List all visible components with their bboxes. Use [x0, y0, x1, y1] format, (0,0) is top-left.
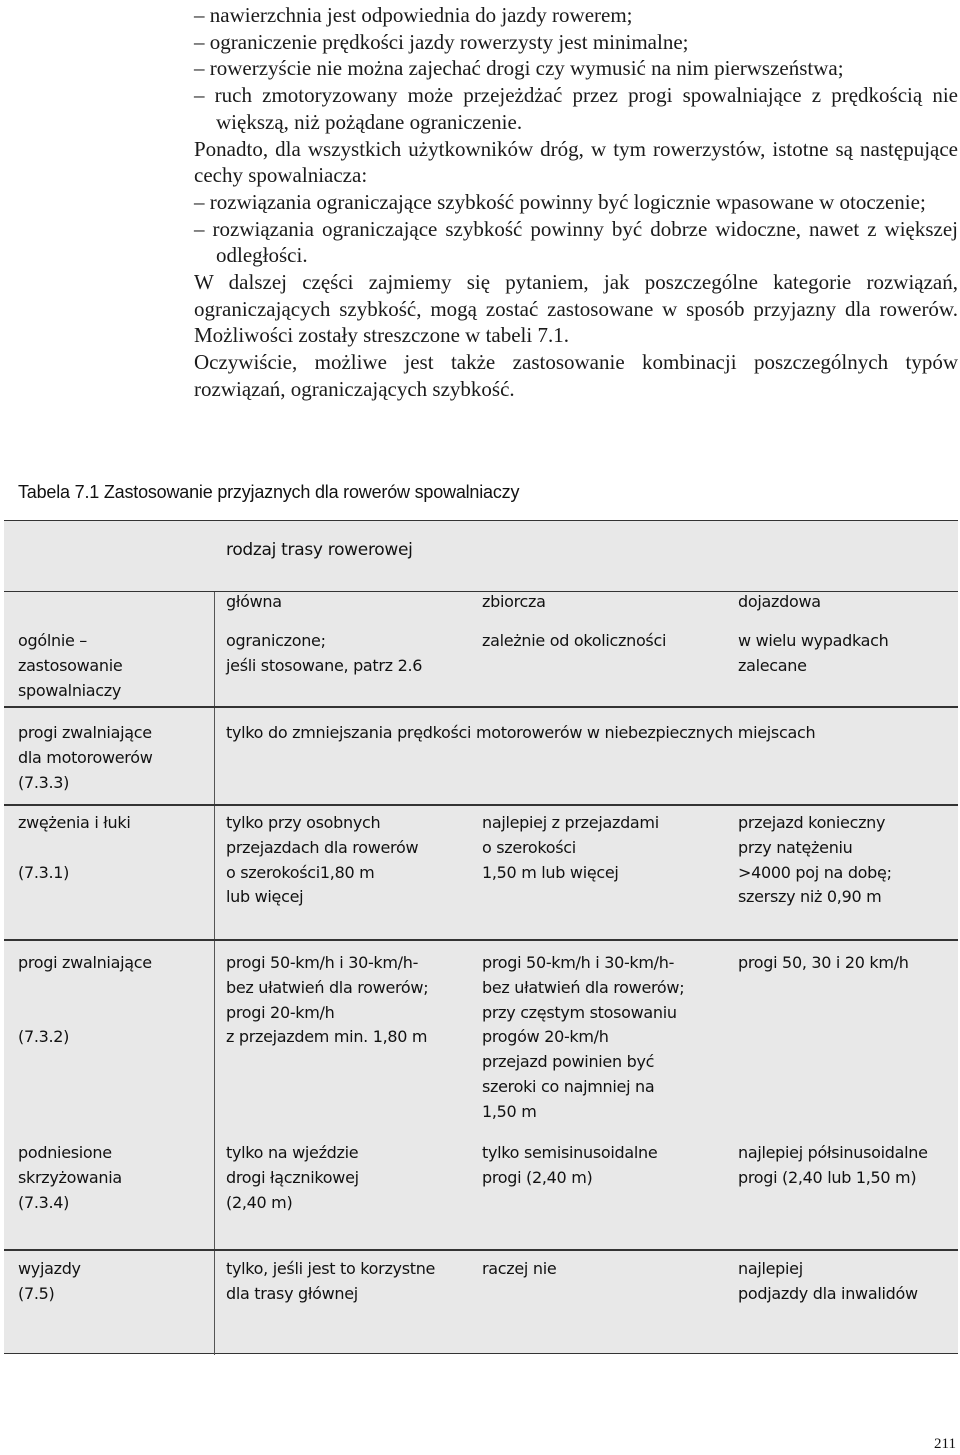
table-cell: w wielu wypadkach zalecane: [738, 631, 889, 675]
paragraph: W dalszej części zajmiemy się pytaniem, jak poszczególne kategorie rozwiązań, ograniczających szybkość, mogą zostać zastosowane w sposób przyjazny dla rowerów. Możliwości zostały streszczone w tabeli 7.1.: [194, 270, 958, 348]
list-item: – nawierzchnia jest odpowiednia do jazdy rowerem;: [194, 2, 958, 29]
table-cell: progi 50-km/h i 30-km/h- bez ułatwień dla rowerów; progi 20-km/h z przejazdem min. 1,80 m: [226, 953, 429, 1047]
table-cell: progi 50-km/h i 30-km/h- bez ułatwień dla rowerów; przy częstym stosowaniu progów 20-km/h przejazd powinien być szeroki co najmniej na 1,50 m: [482, 953, 685, 1121]
table-cell: najlepiej półsinusoidalne progi (2,40 lub 1,50 m): [738, 1143, 928, 1187]
row-label: progi zwalniające (7.3.2): [18, 953, 152, 1047]
table-cell: zależnie od okoliczności: [482, 631, 667, 650]
column-group-header: rodzaj trasy rowerowej: [226, 540, 413, 560]
page-number: 211: [934, 1436, 956, 1452]
table-cell: przejazd konieczny przy natężeniu >4000 poj na dobę; szerszy niż 0,90 m: [738, 813, 892, 907]
column-header: główna: [226, 592, 282, 611]
table-cell: tylko na wjeździe drogi łącznikowej (2,40 m): [226, 1143, 359, 1212]
table-cell: tylko, jeśli jest to korzystne dla trasy głównej: [226, 1259, 436, 1303]
table-cell: raczej nie: [482, 1259, 557, 1278]
body-text: [194, 2, 958, 403]
row-label: wyjazdy (7.5): [18, 1259, 81, 1303]
row-divider: [4, 939, 958, 941]
table-cell: tylko przy osobnych przejazdach dla rowerów o szerokości1,80 m lub więcej: [226, 813, 419, 907]
row-label: ogólnie – zastosowanie spowalniaczy: [18, 631, 123, 700]
table-cell: tylko semisinusoidalne progi (2,40 m): [482, 1143, 658, 1187]
list-item: – ruch zmotoryzowany może przejeżdżać przez progi spowalniające z prędkością nie większą, niż pożądane ograniczenie.: [194, 82, 958, 135]
paragraph: Oczywiście, możliwe jest także zastosowanie kombinacji poszczególnych typów rozwiązań, ograniczających szybkość.: [194, 350, 958, 401]
row-label: progi zwalniające dla motorowerów (7.3.3): [18, 723, 153, 792]
table-cell: ograniczone; jeśli stosowane, patrz 2.6: [226, 631, 423, 675]
table-cell: najlepiej podjazdy dla inwalidów: [738, 1259, 918, 1303]
paragraph: Ponadto, dla wszystkich użytkowników dróg, w tym rowerzystów, istotne są następujące cechy spowalniacza:: [194, 136, 958, 188]
list-item: – ograniczenie prędkości jazdy rowerzysty jest minimalne;: [194, 29, 958, 56]
table-cell: najlepiej z przejazdami o szerokości 1,50 m lub więcej: [482, 813, 659, 882]
table-caption: Tabela 7.1 Zastosowanie przyjaznych dla rowerów spowalniaczy: [18, 482, 520, 502]
row-label: zwężenia i łuki (7.3.1): [18, 813, 131, 882]
list-item: – rozwiązania ograniczające szybkość powinny być logicznie wpasowane w otoczenie;: [194, 189, 958, 216]
row-divider: [4, 804, 958, 806]
list-item: – rozwiązania ograniczające szybkość powinny być dobrze widoczne, nawet z większej odległości.: [194, 216, 958, 269]
list-item: – rowerzyście nie można zajechać drogi czy wymusić na nim pierwszeństwa;: [194, 55, 958, 82]
row-divider: [4, 706, 958, 708]
column-header: zbiorcza: [482, 592, 546, 611]
table-cell-span: tylko do zmniejszania prędkości motorowerów w niebezpiecznych miejscach: [226, 723, 816, 742]
row-label: podniesione skrzyżowania (7.3.4): [18, 1143, 122, 1212]
column-header: dojazdowa: [738, 592, 821, 611]
data-table: [4, 520, 958, 1354]
table-cell: progi 50, 30 i 20 km/h: [738, 953, 909, 972]
row-divider: [4, 1249, 958, 1251]
